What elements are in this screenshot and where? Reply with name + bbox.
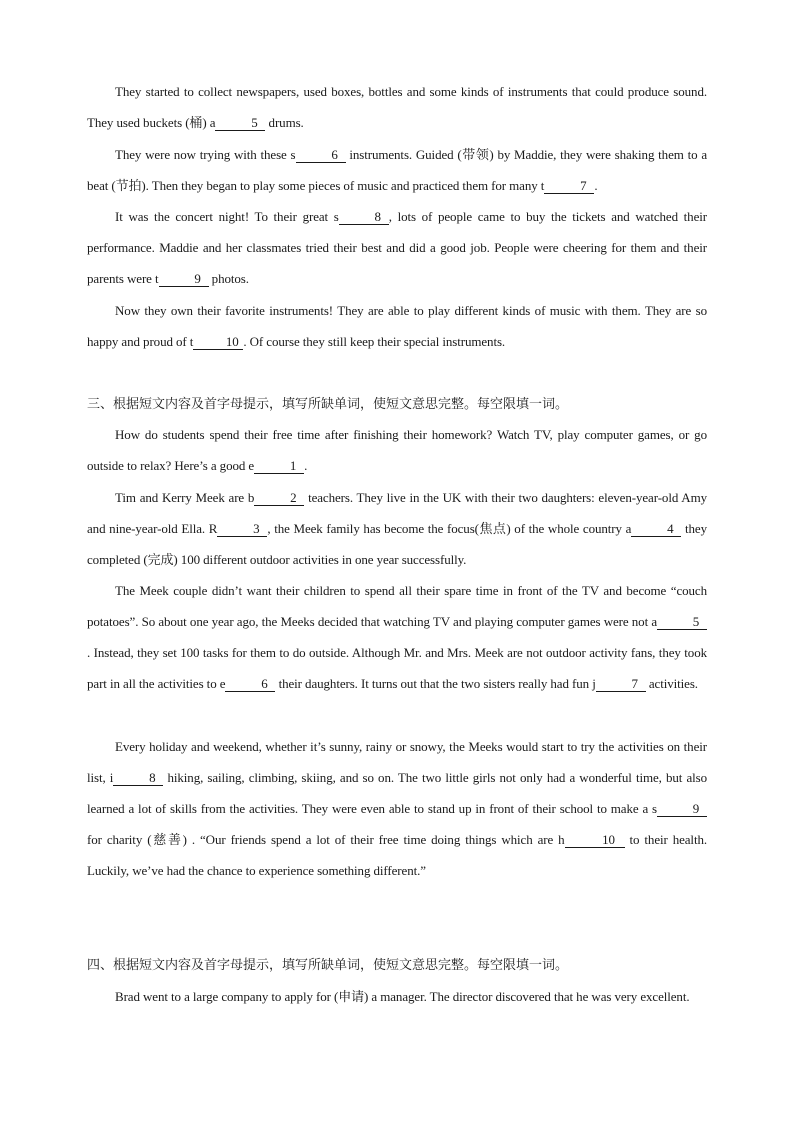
- paragraph: Now they own their favorite instruments! They are able to play different kinds of music with them. They are so happy and proud of t 10 . Of course they still keep their special instruments.: [87, 303, 707, 349]
- blank-5[interactable]: 5: [215, 116, 265, 131]
- blank-1[interactable]: 1: [254, 459, 304, 474]
- blank-10[interactable]: 10: [193, 335, 243, 350]
- paragraph: Brad went to a large company to apply for (申请) a manager. The director discovered that he was very excellent.: [115, 989, 690, 1004]
- blank-10[interactable]: 10: [565, 833, 625, 848]
- section-heading: 四、根据短文内容及首字母提示，填写所缺单词，使短文意思完整。每空限填一词。: [87, 958, 569, 973]
- blank-7[interactable]: 7: [544, 179, 594, 194]
- blank-4[interactable]: 4: [631, 522, 681, 537]
- paragraph: It was the concert night! To their great s 8 , lots of people came to buy the tickets and watched their performance. Maddie and her classmates tried their best and did a good job. People were cheering for them and their parents were t 9 photos.: [87, 209, 707, 286]
- blank-9[interactable]: 9: [657, 802, 707, 817]
- paragraph: They were now trying with these s 6 instruments. Guided (带领) by Maddie, they were shaking them to a beat (节拍). Then they began to play some pieces of music and practiced them for many t 7 .: [87, 147, 707, 193]
- paragraph: Tim and Kerry Meek are b 2 teachers. They live in the UK with their two daughters: eleven-year-old Amy and nine-year-old Ella. R 3 , the Meek family has become the focus(焦点) of the whole country a 4 they completed (完成) 100 different outdoor activities in one year successfully.: [87, 490, 708, 567]
- blank-8[interactable]: 8: [339, 210, 389, 225]
- blank-3[interactable]: 3: [217, 522, 267, 537]
- paragraph: How do students spend their free time after finishing their homework? Watch TV, play computer games, or go outside to relax? Here’s a good e 1 .: [87, 427, 707, 473]
- paragraph: They started to collect newspapers, used boxes, bottles and some kinds of instruments that could produce sound. They used buckets (桶) a 5 drums.: [87, 84, 707, 130]
- paragraph: The Meek couple didn’t want their children to spend all their spare time in front of the TV and become “couch potatoes”. So about one year ago, the Meeks decided that watching TV and playing computer games were not a 5. Instead, they set 100 tasks for them to do outside. Although Mr. and Mrs. Meek are not outdoor activity fans, they took part in all the activities to e 6 their daughters. It turns out that the two sisters really had fun j 7 activities.: [87, 583, 707, 691]
- blank-5[interactable]: 5: [657, 615, 707, 630]
- blank-8[interactable]: 8: [113, 771, 163, 786]
- blank-9[interactable]: 9: [159, 272, 209, 287]
- paragraph: Every holiday and weekend, whether it’s sunny, rainy or snowy, the Meeks would start to try the activities on their list, i 8 hiking, sailing, climbing, skiing, and so on. The two little girls not only had a wonderful time, but also learned a lot of skills from the activities. They were even able to stand up in front of their school to make a s 9 for charity (慈善) . “Our friends spend a lot of their free time doing things which are h 10 to their health. Luckily, we’ve had the chance to experience something different.”: [87, 739, 708, 878]
- blank-6[interactable]: 6: [296, 148, 346, 163]
- blank-2[interactable]: 2: [254, 491, 304, 506]
- blank-6[interactable]: 6: [225, 677, 275, 692]
- section-heading: 三、根据短文内容及首字母提示，填写所缺单词，使短文意思完整。每空限填一词。: [87, 397, 569, 412]
- blank-7[interactable]: 7: [596, 677, 646, 692]
